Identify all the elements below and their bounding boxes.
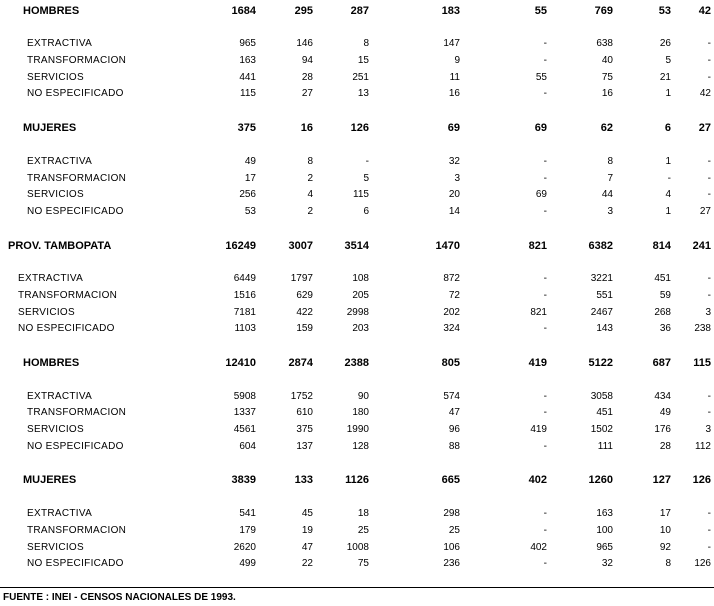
row-value-col-2: 2874 <box>288 357 313 369</box>
row-label: NO ESPECIFICADO <box>27 558 124 570</box>
row-value-col-7: 6 <box>664 122 671 135</box>
row-value-col-2: 47 <box>301 541 313 553</box>
row-value-col-5: - <box>543 390 547 402</box>
row-value-col-2: 4 <box>307 189 313 201</box>
row-value-col-3: 5 <box>363 172 369 184</box>
row-label: HOMBRES <box>23 4 80 17</box>
category-row <box>0 523 711 540</box>
row-value-col-7: - <box>667 172 671 184</box>
row-value-col-4: 872 <box>443 273 460 285</box>
row-value-col-5: 419 <box>528 357 547 369</box>
row-value-col-1: 3839 <box>231 474 256 487</box>
row-value-col-1: 7181 <box>233 306 256 318</box>
row-value-col-6: 62 <box>600 122 613 135</box>
category-row <box>0 70 711 87</box>
row-label: EXTRACTIVA <box>27 38 93 50</box>
row-value-col-2: 3007 <box>288 239 313 252</box>
row-value-col-7: 10 <box>659 524 671 536</box>
row-value-col-1: 2620 <box>233 541 256 553</box>
row-label: MUJERES <box>23 474 77 487</box>
row-value-col-2: 94 <box>301 55 313 67</box>
row-value-col-7: 4 <box>665 189 671 201</box>
row-label: HOMBRES <box>23 357 80 369</box>
row-value-col-8: 27 <box>698 122 711 135</box>
row-value-col-3: 13 <box>357 88 369 100</box>
row-value-col-6: 6382 <box>588 239 613 252</box>
row-value-col-4: 69 <box>447 122 460 135</box>
row-value-col-6: 32 <box>601 558 613 570</box>
row-value-col-1: 17 <box>244 172 256 184</box>
category-row <box>0 321 711 338</box>
row-value-col-5: 821 <box>528 239 547 252</box>
row-value-col-2: 8 <box>307 155 313 167</box>
row-value-col-8: 115 <box>693 357 711 369</box>
category-row <box>0 305 711 322</box>
row-value-col-6: 16 <box>601 88 613 100</box>
row-label: SERVICIOS <box>27 71 84 83</box>
row-value-col-7: 92 <box>659 541 671 553</box>
row-value-col-3: 1990 <box>346 424 369 436</box>
row-value-col-7: 1 <box>665 205 671 217</box>
row-value-col-7: 268 <box>654 306 671 318</box>
census-table <box>0 3 711 573</box>
row-value-col-5: - <box>543 155 547 167</box>
row-value-col-3: 205 <box>352 289 369 301</box>
row-value-col-1: 5908 <box>233 390 256 402</box>
row-value-col-7: 59 <box>659 289 671 301</box>
row-value-col-8: - <box>707 407 711 419</box>
row-value-col-6: 7 <box>607 172 613 184</box>
row-value-col-1: 965 <box>239 38 256 50</box>
row-value-col-2: 146 <box>296 38 313 50</box>
row-value-col-1: 49 <box>244 155 256 167</box>
row-value-col-4: 88 <box>448 440 460 452</box>
row-label: EXTRACTIVA <box>27 508 93 520</box>
category-row <box>0 171 711 188</box>
row-value-col-8: - <box>707 155 711 167</box>
row-value-col-1: 604 <box>239 440 256 452</box>
row-value-col-4: 32 <box>448 155 460 167</box>
row-value-col-5: 821 <box>530 306 547 318</box>
footer-divider <box>0 587 714 588</box>
row-value-col-5: 55 <box>535 71 547 83</box>
row-value-col-7: 5 <box>665 55 671 67</box>
row-value-col-1: 1103 <box>234 323 256 335</box>
row-value-col-1: 1516 <box>233 289 256 301</box>
row-value-col-6: 3 <box>607 205 613 217</box>
row-value-col-2: 27 <box>301 88 313 100</box>
row-value-col-2: 45 <box>301 508 313 520</box>
row-value-col-6: 100 <box>596 524 613 536</box>
row-value-col-3: 2998 <box>346 306 369 318</box>
row-value-col-6: 965 <box>596 541 613 553</box>
row-value-col-1: 1337 <box>233 407 256 419</box>
row-value-col-8: - <box>707 172 711 184</box>
row-value-col-7: 21 <box>659 71 671 83</box>
row-value-col-3: 251 <box>352 71 369 83</box>
row-value-col-4: 665 <box>441 474 460 487</box>
row-value-col-4: 236 <box>443 558 460 570</box>
row-label: NO ESPECIFICADO <box>27 205 124 217</box>
row-value-col-2: 137 <box>296 440 313 452</box>
row-value-col-3: 90 <box>357 390 369 402</box>
row-value-col-3: 108 <box>352 273 369 285</box>
row-value-col-5: - <box>543 273 547 285</box>
row-value-col-1: 16249 <box>225 239 256 252</box>
category-row <box>0 204 711 221</box>
row-label: EXTRACTIVA <box>27 155 93 167</box>
row-value-col-6: 769 <box>594 4 613 17</box>
sex-group-row <box>0 355 711 372</box>
row-value-col-3: 128 <box>352 440 369 452</box>
row-value-col-4: 47 <box>448 407 460 419</box>
row-value-col-2: 133 <box>294 474 313 487</box>
row-value-col-7: 814 <box>652 239 671 252</box>
row-value-col-5: 69 <box>535 189 547 201</box>
row-value-col-5: - <box>543 440 547 452</box>
row-label: MUJERES <box>23 122 77 135</box>
row-value-col-6: 551 <box>596 289 613 301</box>
row-value-col-2: 16 <box>300 122 313 135</box>
row-value-col-4: 14 <box>448 205 460 217</box>
row-value-col-4: 298 <box>443 508 460 520</box>
row-label: TRANSFORMACION <box>27 524 127 536</box>
category-row <box>0 439 711 456</box>
category-row <box>0 422 711 439</box>
row-value-col-1: 541 <box>239 508 256 520</box>
row-value-col-2: 2 <box>307 205 313 217</box>
row-value-col-4: 183 <box>441 4 460 17</box>
row-value-col-1: 163 <box>239 55 256 67</box>
row-value-col-3: 1126 <box>345 474 369 487</box>
row-value-col-6: 40 <box>601 55 613 67</box>
row-value-col-1: 179 <box>239 524 256 536</box>
row-value-col-7: 176 <box>654 424 671 436</box>
row-label: EXTRACTIVA <box>18 273 84 285</box>
category-row <box>0 506 711 523</box>
row-value-col-5: 55 <box>534 4 547 17</box>
row-value-col-5: - <box>543 289 547 301</box>
row-value-col-1: 499 <box>239 558 256 570</box>
row-value-col-4: 25 <box>448 524 460 536</box>
category-row <box>0 288 711 305</box>
row-value-col-1: 4561 <box>233 424 256 436</box>
row-value-col-2: 1797 <box>290 273 313 285</box>
row-value-col-6: 44 <box>601 189 613 201</box>
row-value-col-5: - <box>543 55 547 67</box>
row-value-col-6: 1502 <box>590 424 613 436</box>
category-row <box>0 405 711 422</box>
row-value-col-3: 6 <box>363 205 369 217</box>
row-value-col-7: 26 <box>659 38 671 50</box>
row-value-col-5: - <box>543 524 547 536</box>
row-value-col-4: 574 <box>443 390 460 402</box>
row-value-col-3: 115 <box>353 189 369 201</box>
row-label: SERVICIOS <box>18 306 75 318</box>
row-value-col-7: 1 <box>665 88 671 100</box>
row-value-col-2: 610 <box>296 407 313 419</box>
row-value-col-4: 805 <box>441 357 460 369</box>
row-value-col-4: 3 <box>454 172 460 184</box>
row-label: EXTRACTIVA <box>27 390 93 402</box>
row-value-col-3: 287 <box>350 4 369 17</box>
row-value-col-8: - <box>707 273 711 285</box>
row-value-col-8: 112 <box>695 440 711 452</box>
row-value-col-7: 28 <box>659 440 671 452</box>
row-value-col-8: 3 <box>705 306 711 318</box>
row-value-col-1: 441 <box>239 71 256 83</box>
sex-group-row <box>0 472 711 489</box>
row-value-col-6: 5122 <box>588 357 613 369</box>
row-value-col-3: 2388 <box>344 357 369 369</box>
row-value-col-5: - <box>543 508 547 520</box>
row-value-col-1: 6449 <box>233 273 256 285</box>
sex-group-row <box>0 3 711 20</box>
sex-group-row <box>0 120 711 137</box>
source-note: FUENTE : INEI - CENSOS NACIONALES DE 1993. <box>3 592 236 603</box>
row-value-col-4: 202 <box>443 306 460 318</box>
category-row <box>0 86 711 103</box>
row-value-col-7: 36 <box>659 323 671 335</box>
row-value-col-8: 241 <box>692 239 711 252</box>
row-value-col-8: 126 <box>692 474 711 487</box>
row-value-col-1: 115 <box>240 88 256 100</box>
row-value-col-5: - <box>543 88 547 100</box>
row-value-col-2: 22 <box>301 558 313 570</box>
row-value-col-4: 20 <box>448 189 460 201</box>
row-value-col-6: 2467 <box>590 306 613 318</box>
row-value-col-2: 1752 <box>290 390 313 402</box>
row-label: PROV. TAMBOPATA <box>8 239 112 252</box>
row-value-col-6: 1260 <box>588 474 613 487</box>
row-value-col-6: 3058 <box>590 390 613 402</box>
row-value-col-6: 638 <box>596 38 613 50</box>
row-value-col-5: - <box>543 407 547 419</box>
row-value-col-8: - <box>707 390 711 402</box>
row-value-col-7: 434 <box>654 390 671 402</box>
row-label: TRANSFORMACION <box>27 407 127 419</box>
row-value-col-4: 72 <box>448 289 460 301</box>
category-row <box>0 187 711 204</box>
row-value-col-8: 42 <box>699 88 711 100</box>
row-value-col-6: 75 <box>601 71 613 83</box>
row-value-col-3: 203 <box>352 323 369 335</box>
row-value-col-8: 126 <box>694 558 711 570</box>
row-value-col-2: 19 <box>301 524 313 536</box>
row-value-col-5: 419 <box>530 424 547 436</box>
row-value-col-3: 1008 <box>346 541 369 553</box>
row-value-col-6: 3221 <box>590 273 613 285</box>
row-value-col-2: 629 <box>296 289 313 301</box>
category-row <box>0 540 711 557</box>
row-value-col-8: - <box>707 55 711 67</box>
row-value-col-1: 256 <box>239 189 256 201</box>
row-label: TRANSFORMACION <box>27 55 127 67</box>
row-value-col-8: - <box>707 508 711 520</box>
row-value-col-2: 2 <box>307 172 313 184</box>
row-label: TRANSFORMACION <box>18 289 118 301</box>
row-value-col-7: 1 <box>665 155 671 167</box>
row-label: NO ESPECIFICADO <box>18 323 115 335</box>
row-label: TRANSFORMACION <box>27 172 127 184</box>
row-label: SERVICIOS <box>27 541 84 553</box>
row-value-col-7: 127 <box>652 474 671 487</box>
row-label: SERVICIOS <box>27 424 84 436</box>
row-label: NO ESPECIFICADO <box>27 440 124 452</box>
row-value-col-4: 106 <box>443 541 460 553</box>
row-value-col-3: 126 <box>350 122 369 135</box>
row-value-col-1: 1684 <box>231 4 256 17</box>
row-value-col-5: - <box>543 323 547 335</box>
row-value-col-7: 53 <box>658 4 671 17</box>
row-value-col-4: 147 <box>443 38 460 50</box>
category-row <box>0 389 711 406</box>
row-value-col-3: 8 <box>363 38 369 50</box>
row-value-col-8: - <box>707 289 711 301</box>
row-label: NO ESPECIFICADO <box>27 88 124 100</box>
row-value-col-8: - <box>707 524 711 536</box>
row-value-col-2: 295 <box>294 4 313 17</box>
row-value-col-4: 11 <box>449 71 460 83</box>
row-value-col-8: 3 <box>705 424 711 436</box>
row-value-col-3: 180 <box>352 407 369 419</box>
row-value-col-8: - <box>707 541 711 553</box>
row-value-col-2: 422 <box>296 306 313 318</box>
row-value-col-5: 69 <box>534 122 547 135</box>
row-value-col-8: 27 <box>699 205 711 217</box>
row-value-col-1: 53 <box>244 205 256 217</box>
row-value-col-5: - <box>543 558 547 570</box>
row-value-col-1: 12410 <box>225 357 256 369</box>
row-value-col-4: 1470 <box>435 239 460 252</box>
row-value-col-4: 9 <box>454 55 460 67</box>
row-value-col-8: - <box>707 71 711 83</box>
row-value-col-5: - <box>543 38 547 50</box>
category-row <box>0 36 711 53</box>
row-label: SERVICIOS <box>27 189 84 201</box>
row-value-col-6: 8 <box>607 155 613 167</box>
row-value-col-5: - <box>543 205 547 217</box>
row-value-col-2: 28 <box>301 71 313 83</box>
row-value-col-7: 8 <box>665 558 671 570</box>
row-value-col-3: 25 <box>357 524 369 536</box>
province-total-row <box>0 238 711 255</box>
row-value-col-8: 238 <box>694 323 711 335</box>
row-value-col-3: 75 <box>357 558 369 570</box>
row-value-col-5: 402 <box>530 541 547 553</box>
row-value-col-7: 687 <box>652 357 671 369</box>
row-value-col-6: 111 <box>597 440 613 452</box>
row-value-col-3: - <box>365 155 369 167</box>
row-value-col-5: 402 <box>528 474 547 487</box>
category-row <box>0 271 711 288</box>
row-value-col-1: 375 <box>237 122 256 135</box>
row-value-col-7: 49 <box>659 407 671 419</box>
row-value-col-7: 17 <box>659 508 671 520</box>
row-value-col-6: 163 <box>596 508 613 520</box>
row-value-col-8: - <box>707 38 711 50</box>
row-value-col-4: 16 <box>448 88 460 100</box>
row-value-col-4: 96 <box>448 424 460 436</box>
row-value-col-3: 18 <box>357 508 369 520</box>
category-row <box>0 556 711 573</box>
row-value-col-3: 15 <box>357 55 369 67</box>
row-value-col-3: 3514 <box>344 239 369 252</box>
row-value-col-2: 375 <box>296 424 313 436</box>
row-value-col-8: 42 <box>698 4 711 17</box>
row-value-col-2: 159 <box>296 323 313 335</box>
category-row <box>0 53 711 70</box>
row-value-col-4: 324 <box>443 323 460 335</box>
row-value-col-6: 451 <box>596 407 613 419</box>
row-value-col-7: 451 <box>654 273 671 285</box>
category-row <box>0 154 711 171</box>
row-value-col-5: - <box>543 172 547 184</box>
row-value-col-8: - <box>707 189 711 201</box>
row-value-col-6: 143 <box>596 323 613 335</box>
